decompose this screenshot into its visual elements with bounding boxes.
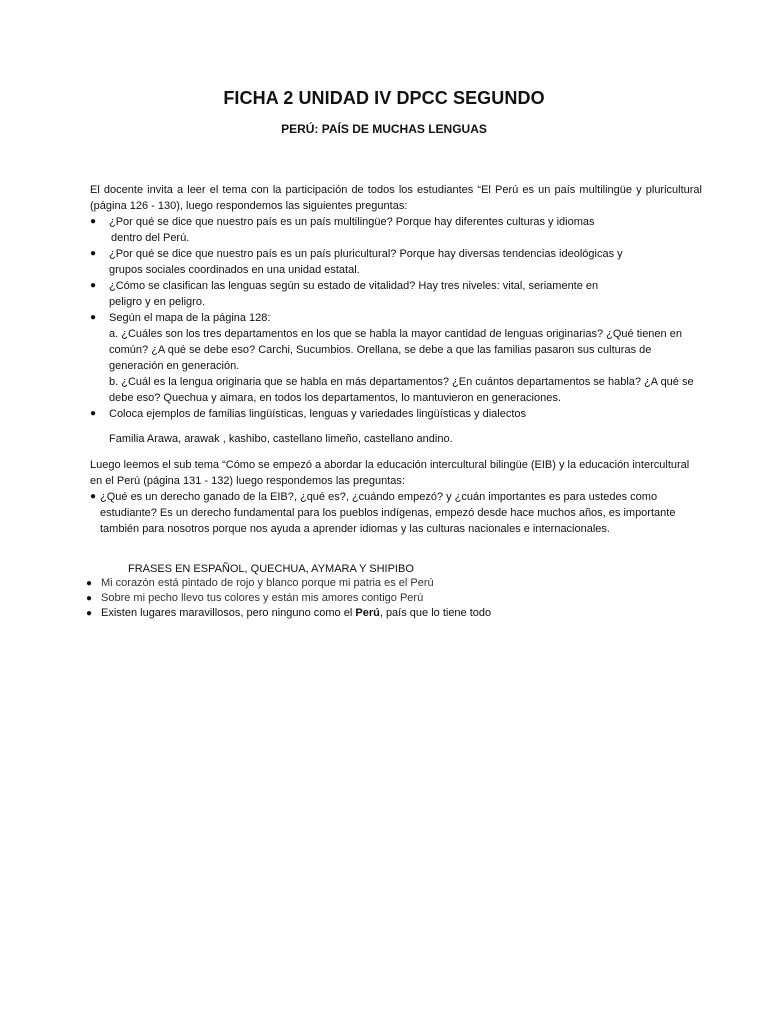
list-item: [90, 214, 702, 246]
frase-part-bold: Perú: [355, 607, 380, 619]
bullet-icon: ●: [90, 280, 97, 291]
frase-text: [101, 607, 491, 619]
question-heading: Según el mapa de la página 128:: [109, 312, 271, 324]
frases-list: [86, 576, 706, 621]
intro-paragraph-2: Luego leemos el sub tema “Cómo se empezó a abordar la educación intercultural bilingüe (EIB) y la educación intercultural en el Perú (página 131 - 132) luego respondemos las preguntas:: [90, 459, 690, 487]
bullet-icon: ●: [90, 216, 97, 227]
intro-paragraph: El docente invita a leer el tema con la participación de todos los estudiantes “El Perú es un país multilingüe y pluricultural (página 126 - 130), luego respondemos las siguientes preguntas:: [90, 184, 702, 212]
question-text: ¿Por qué se dice que nuestro país es un país pluricultural? Porque hay diversas tendencias ideológicas y: [109, 248, 623, 260]
question-text: ¿Qué es un derecho ganado de la EIB?, ¿qué es?, ¿cuándo empezó? y ¿cuán importantes es para ustedes como estudiante? Es un derecho fundamental para los pueblos indígenas, empezó desde hace muchos años, es importante también para nosotros porque nos ayuda a aprender idiomas y las culturas nacionales e internacionales.: [100, 491, 676, 535]
answer-text: dentro del Perú.: [111, 232, 190, 244]
list-item: [90, 406, 702, 422]
answer-text: grupos sociales coordinados en una unidad estatal.: [109, 264, 360, 276]
list-item: [90, 489, 702, 537]
page-title: FICHA 2 UNIDAD IV DPCC SEGUNDO: [223, 88, 545, 108]
list-item: [86, 576, 706, 591]
sub-question-b: b. ¿Cuál es la lengua originaria que se habla en más departamentos? ¿En cuántos departamentos se habla? ¿A qué se debe eso? Quechua y aimara, en todos los departamentos, lo mantuvieron en generaciones.: [109, 376, 694, 404]
frase-text: Sobre mi pecho llevo tus colores y están mis amores contigo Perú: [101, 592, 424, 604]
question-text: ¿Cómo se clasifican las lenguas según su estado de vitalidad? Hay tres niveles: vital, seriamente en: [109, 280, 599, 292]
questions-section: [90, 182, 702, 422]
frase-part-before: Existen lugares maravillosos, pero ninguno como el: [101, 607, 356, 619]
familia-answer: Familia Arawa, arawak , kashibo, castellano limeño, castellano andino.: [109, 433, 453, 445]
eib-section: [90, 457, 702, 537]
bullet-icon: ●: [90, 248, 97, 259]
bullet-icon: ●: [86, 608, 93, 619]
question-text: Coloca ejemplos de familias lingüísticas, lenguas y variedades lingüísticas y dialectos: [109, 408, 526, 420]
sub-question-a: a. ¿Cuáles son los tres departamentos en los que se habla la mayor cantidad de lenguas originarias? ¿Qué tienen en común? ¿A qué se debe eso? Carchi, Sucumbios. Orellana, se debe a que las familias pasaron sus culturas de generación en generación.: [109, 328, 682, 372]
list-item: [90, 310, 702, 406]
bullet-icon: ●: [86, 593, 93, 604]
frase-part-after: , país que lo tiene todo: [379, 607, 492, 619]
frase-text: Mi corazón está pintado de rojo y blanco porque mi patria es el Perú: [101, 577, 434, 589]
list-item: [86, 591, 706, 606]
bullet-icon: ●: [90, 312, 97, 323]
answer-text: peligro y en peligro.: [109, 296, 206, 308]
question-text: ¿Por qué se dice que nuestro país es un país multilingüe? Porque hay diferentes culturas y idiomas: [109, 216, 595, 228]
frases-heading: FRASES EN ESPAÑOL, QUECHUA, AYMARA Y SHIPIBO: [128, 563, 414, 575]
bullet-icon: ●: [90, 491, 97, 502]
list-item: [90, 278, 702, 310]
list-item: [86, 606, 706, 621]
bullet-icon: ●: [90, 408, 97, 419]
list-item: [90, 246, 702, 278]
page-subtitle: PERÚ: PAÍS DE MUCHAS LENGUAS: [281, 122, 487, 136]
bullet-icon: ●: [86, 578, 93, 589]
